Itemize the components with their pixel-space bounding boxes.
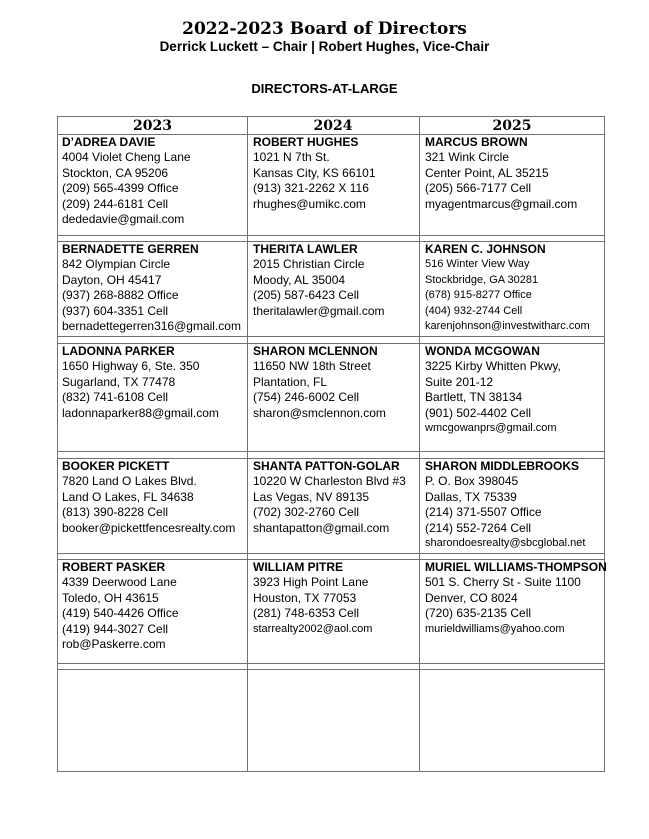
director-detail: 10220 W Charleston Blvd #3 bbox=[253, 474, 406, 489]
director-name: ROBERT HUGHES bbox=[253, 135, 359, 149]
director-detail: rob@Paskerre.com bbox=[62, 637, 166, 652]
director-detail: 1021 N 7th St. bbox=[253, 150, 330, 165]
director-detail: (209) 244-6181 Cell bbox=[62, 196, 169, 211]
director-cell bbox=[62, 459, 235, 536]
directors-table bbox=[57, 116, 605, 772]
director-detail: (937) 604-3351 Cell bbox=[62, 303, 169, 318]
director-detail: Kansas City, KS 66101 bbox=[253, 165, 376, 180]
director-detail: (678) 915-8277 Office bbox=[425, 289, 532, 302]
director-name: KAREN C. JOHNSON bbox=[425, 242, 546, 256]
director-detail: (913) 321-2262 X 116 bbox=[253, 181, 369, 196]
row-divider bbox=[58, 663, 604, 664]
director-cell bbox=[425, 560, 607, 637]
director-detail: (404) 932-2744 Cell bbox=[425, 304, 523, 317]
director-detail: ladonnaparker88@gmail.com bbox=[62, 405, 219, 420]
director-name: SHARON MIDDLEBROOKS bbox=[425, 459, 580, 473]
director-detail: Bartlett, TN 38134 bbox=[425, 390, 523, 405]
director-detail: sharondoesrealty@sbcglobal.net bbox=[425, 537, 586, 550]
column-divider bbox=[419, 117, 420, 771]
row-divider bbox=[58, 669, 604, 670]
director-name: ROBERT PASKER bbox=[62, 560, 166, 574]
director-detail: (281) 748-6353 Cell bbox=[253, 606, 360, 621]
director-name: SHANTA PATTON-GOLAR bbox=[253, 459, 400, 473]
director-detail: (754) 246-6002 Cell bbox=[253, 390, 360, 405]
director-detail: starrealty2002@aol.com bbox=[253, 622, 373, 635]
row-divider bbox=[58, 553, 604, 554]
director-detail: 2015 Christian Circle bbox=[253, 257, 365, 272]
director-cell bbox=[253, 560, 372, 637]
director-cell bbox=[62, 344, 219, 421]
director-cell bbox=[425, 242, 590, 334]
director-name: THERITA LAWLER bbox=[253, 242, 358, 256]
director-detail: 842 Olympian Circle bbox=[62, 257, 171, 272]
director-detail: Moody, AL 35004 bbox=[253, 272, 346, 287]
row-divider bbox=[58, 451, 604, 452]
director-detail: Las Vegas, NV 89135 bbox=[253, 489, 370, 504]
director-detail: 7820 Land O Lakes Blvd. bbox=[62, 474, 197, 489]
director-detail: Land O Lakes, FL 34638 bbox=[62, 489, 194, 504]
director-detail: Toledo, OH 43615 bbox=[62, 590, 159, 605]
document-subtitle: Derrick Luckett – Chair | Robert Hughes, Vice-Chair bbox=[159, 39, 490, 54]
director-detail: myagentmarcus@gmail.com bbox=[425, 196, 578, 211]
director-detail: (720) 635-2135 Cell bbox=[425, 606, 532, 621]
director-detail: booker@pickettfencesrealty.com bbox=[62, 520, 236, 535]
director-detail: theritalawler@gmail.com bbox=[253, 303, 385, 318]
director-detail: Dayton, OH 45417 bbox=[62, 272, 162, 287]
director-cell bbox=[253, 135, 376, 212]
director-cell bbox=[62, 242, 241, 334]
director-detail: (419) 944-3027 Cell bbox=[62, 621, 169, 636]
section-heading: DIRECTORS-AT-LARGE bbox=[251, 81, 398, 96]
director-detail: Plantation, FL bbox=[253, 374, 328, 389]
director-cell bbox=[253, 344, 386, 421]
director-name: MURIEL WILLIAMS-THOMPSON bbox=[425, 560, 607, 574]
director-detail: murieldwilliams@yahoo.com bbox=[425, 622, 565, 635]
director-detail: shantapatton@gmail.com bbox=[253, 520, 390, 535]
director-cell bbox=[425, 344, 561, 436]
director-cell bbox=[425, 459, 585, 551]
director-name: SHARON MCLENNON bbox=[253, 344, 378, 358]
director-detail: sharon@smclennon.com bbox=[253, 405, 386, 420]
director-detail: (901) 502-4402 Cell bbox=[425, 405, 532, 420]
director-detail: Houston, TX 77053 bbox=[253, 590, 357, 605]
director-detail: 516 Winter View Way bbox=[425, 258, 530, 271]
director-detail: 501 S. Cherry St - Suite 1100 bbox=[425, 575, 581, 590]
year-header: 2023 bbox=[133, 118, 172, 134]
director-detail: Suite 201-12 bbox=[425, 374, 494, 389]
director-detail: wmcgowanprs@gmail.com bbox=[425, 422, 557, 435]
director-detail: Stockton, CA 95206 bbox=[62, 165, 169, 180]
director-cell bbox=[62, 560, 179, 652]
director-detail: Denver, CO 8024 bbox=[425, 590, 518, 605]
director-detail: (214) 371-5507 Office bbox=[425, 505, 542, 520]
director-name: MARCUS BROWN bbox=[425, 135, 528, 149]
director-detail: Stockbridge, GA 30281 bbox=[425, 273, 539, 286]
director-detail: rhughes@umikc.com bbox=[253, 196, 366, 211]
director-detail: (419) 540-4426 Office bbox=[62, 606, 179, 621]
director-detail: karenjohnson@investwitharc.com bbox=[425, 320, 590, 333]
director-name: BOOKER PICKETT bbox=[62, 459, 170, 473]
director-name: LADONNA PARKER bbox=[62, 344, 175, 358]
director-name: D’ADREA DAVIE bbox=[62, 135, 156, 149]
row-divider bbox=[58, 336, 604, 337]
column-divider bbox=[247, 117, 248, 771]
director-cell bbox=[253, 242, 385, 319]
director-detail: 3923 High Point Lane bbox=[253, 575, 369, 590]
director-detail: (937) 268-8882 Office bbox=[62, 288, 179, 303]
director-detail: (205) 566-7177 Cell bbox=[425, 181, 532, 196]
director-detail: 4339 Deerwood Lane bbox=[62, 575, 177, 590]
director-name: BERNADETTE GERREN bbox=[62, 242, 199, 256]
director-detail: Dallas, TX 75339 bbox=[425, 489, 517, 504]
director-detail: (214) 552-7264 Cell bbox=[425, 520, 532, 535]
year-header: 2025 bbox=[492, 118, 532, 134]
director-name: WONDA MCGOWAN bbox=[425, 344, 540, 358]
director-detail: (813) 390-8228 Cell bbox=[62, 505, 169, 520]
row-divider bbox=[58, 235, 604, 236]
director-detail: 4004 Violet Cheng Lane bbox=[62, 150, 191, 165]
director-name: WILLIAM PITRE bbox=[253, 560, 343, 574]
director-cell bbox=[253, 459, 406, 536]
director-detail: P. O. Box 398045 bbox=[425, 474, 519, 489]
director-detail: dededavie@gmail.com bbox=[62, 212, 185, 227]
year-header: 2024 bbox=[313, 118, 353, 134]
director-detail: bernadettegerren316@gmail.com bbox=[62, 319, 241, 334]
director-cell bbox=[62, 135, 191, 227]
director-detail: (209) 565-4399 Office bbox=[62, 181, 179, 196]
director-cell bbox=[425, 135, 577, 212]
director-detail: (205) 587-6423 Cell bbox=[253, 288, 360, 303]
director-detail: 11650 NW 18th Street bbox=[253, 359, 371, 374]
director-detail: Sugarland, TX 77478 bbox=[62, 374, 176, 389]
director-detail: (702) 302-2760 Cell bbox=[253, 505, 360, 520]
director-detail: 321 Wink Circle bbox=[425, 150, 510, 165]
document-title: 2022-2023 Board of Directors bbox=[182, 19, 467, 39]
director-detail: (832) 741-6108 Cell bbox=[62, 390, 169, 405]
director-detail: 3225 Kirby Whitten Pkwy, bbox=[425, 359, 561, 374]
director-detail: Center Point, AL 35215 bbox=[425, 165, 549, 180]
director-detail: 1650 Highway 6, Ste. 350 bbox=[62, 359, 200, 374]
